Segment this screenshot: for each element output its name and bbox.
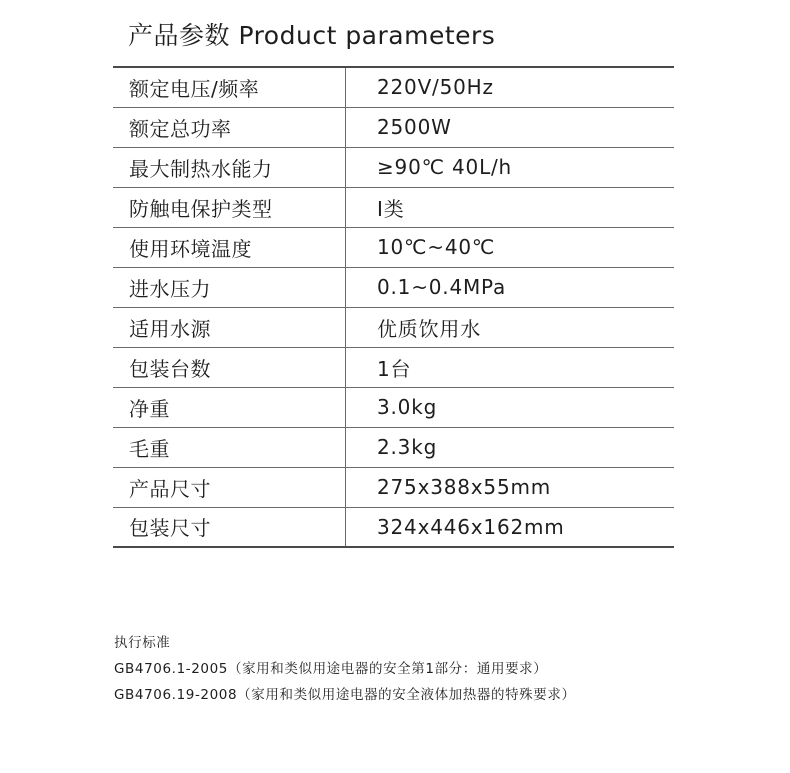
param-label: 额定总功率 — [113, 107, 346, 147]
param-value: 0.1~0.4MPa — [346, 267, 675, 307]
param-value: 2500W — [346, 107, 675, 147]
parameters-table — [113, 66, 674, 548]
param-value: 1台 — [346, 347, 675, 387]
param-label: 产品尺寸 — [113, 467, 346, 507]
table-row — [113, 427, 674, 467]
table-row — [113, 307, 674, 347]
param-value: 10℃~40℃ — [346, 227, 675, 267]
table-row — [113, 467, 674, 507]
param-value: 3.0kg — [346, 387, 675, 427]
param-value: 324x446x162mm — [346, 507, 675, 547]
table-row — [113, 187, 674, 227]
param-value: 优质饮用水 — [346, 307, 675, 347]
table-row — [113, 107, 674, 147]
param-label: 进水压力 — [113, 267, 346, 307]
param-label: 防触电保护类型 — [113, 187, 346, 227]
param-label: 毛重 — [113, 427, 346, 467]
table-row — [113, 267, 674, 307]
param-label: 最大制热水能力 — [113, 147, 346, 187]
table-row — [113, 147, 674, 187]
param-label: 净重 — [113, 387, 346, 427]
param-label: 适用水源 — [113, 307, 346, 347]
param-value: 220V/50Hz — [346, 67, 675, 107]
param-label: 包装尺寸 — [113, 507, 346, 547]
table-row — [113, 227, 674, 267]
param-label: 使用环境温度 — [113, 227, 346, 267]
param-value: Ⅰ类 — [346, 187, 675, 227]
page-title: 产品参数 Product parameters — [128, 21, 496, 50]
table-row — [113, 67, 674, 107]
param-label: 包装台数 — [113, 347, 346, 387]
param-value: 275x388x55mm — [346, 467, 675, 507]
param-value: ≥90℃ 40L/h — [346, 147, 675, 187]
param-label: 额定电压/频率 — [113, 67, 346, 107]
table-row — [113, 507, 674, 547]
standard-item: GB4706.19-2008（家用和类似用途电器的安全液体加热器的特殊要求） — [114, 687, 576, 703]
standards-section — [114, 630, 576, 708]
table-row — [113, 387, 674, 427]
param-value: 2.3kg — [346, 427, 675, 467]
standard-item: GB4706.1-2005（家用和类似用途电器的安全第1部分：通用要求） — [114, 661, 548, 677]
standards-heading: 执行标准 — [114, 635, 171, 651]
table-row — [113, 347, 674, 387]
